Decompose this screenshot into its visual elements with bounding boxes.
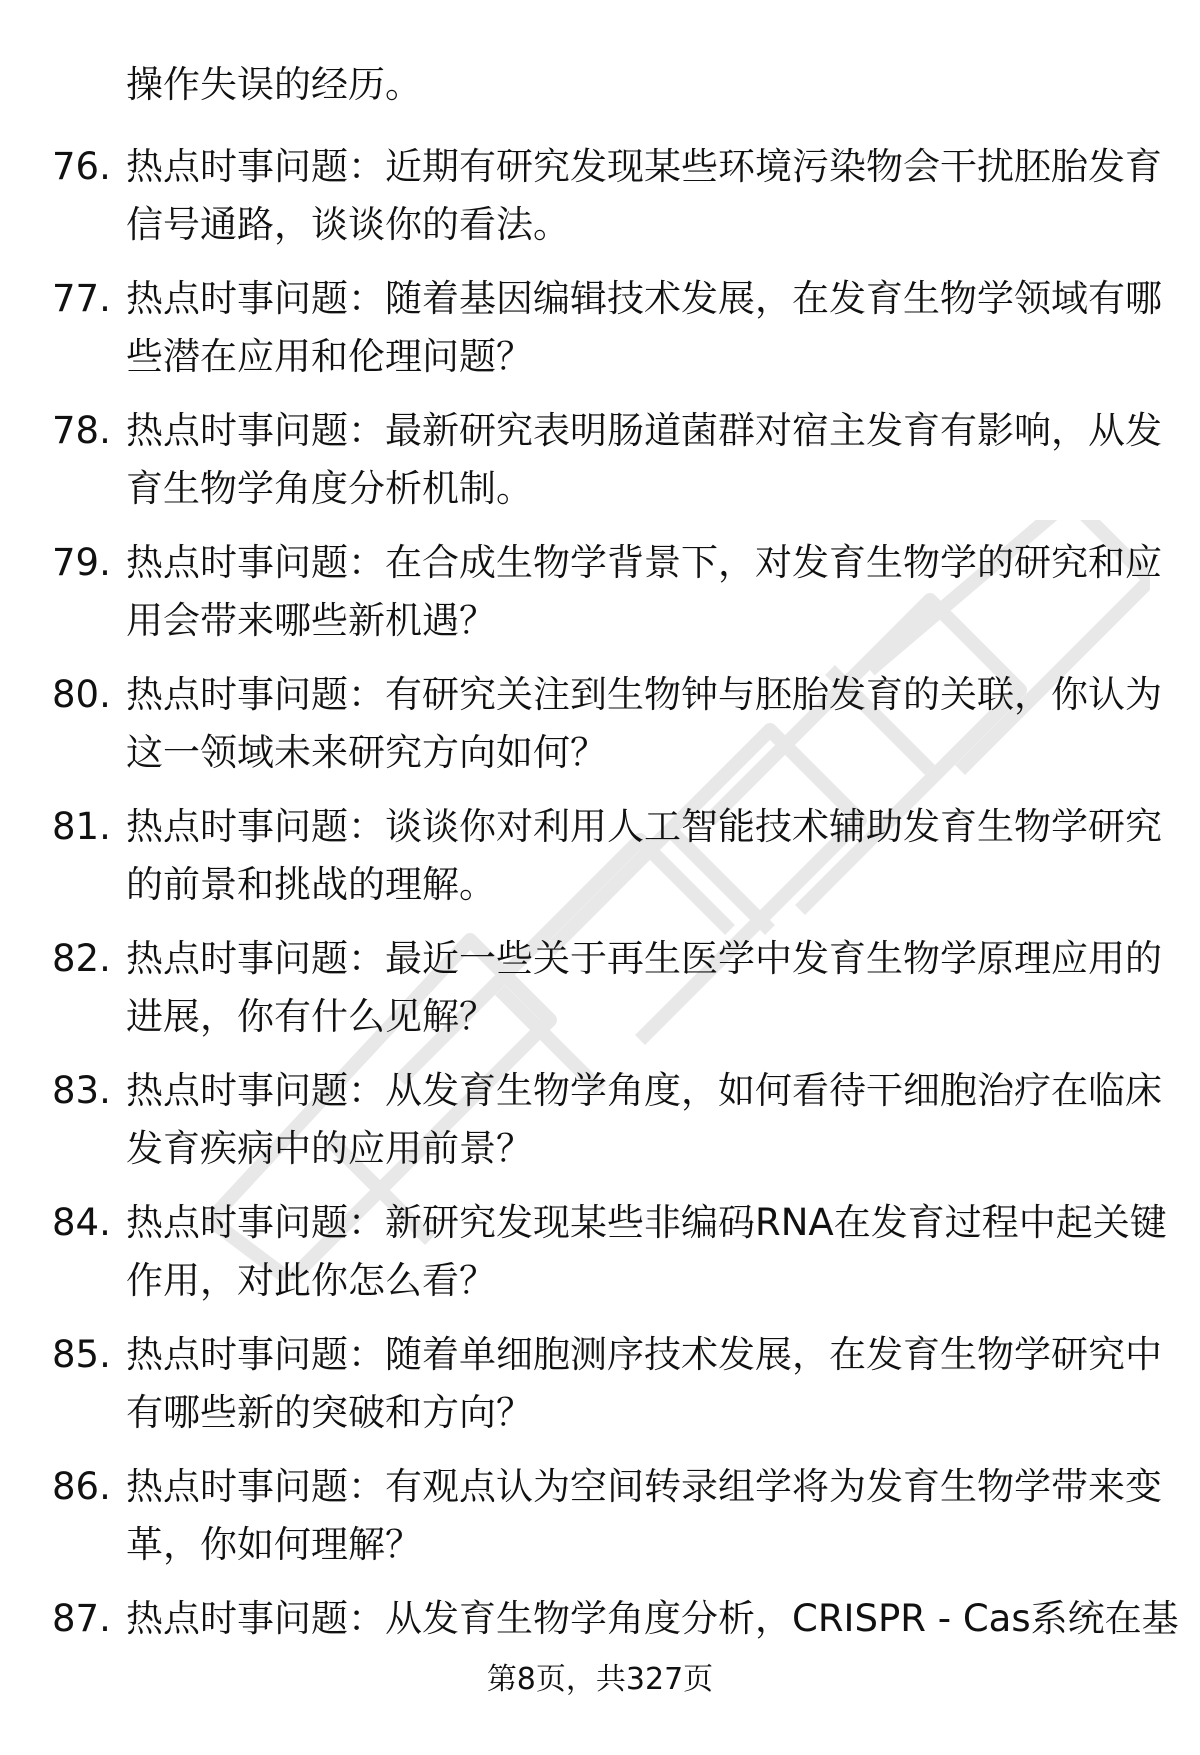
- question-number: 84.: [52, 1201, 111, 1244]
- question-text-line: 热点时事问题：有观点认为空间转录组学将为发育生物学带来变: [126, 1465, 1162, 1508]
- question-text-line: 热点时事问题：随着单细胞测序技术发展，在发育生物学研究中: [126, 1333, 1162, 1376]
- question-number: 82.: [52, 937, 111, 980]
- question-text-line: 热点时事问题：从发育生物学角度分析，CRISPR - Cas系统在基: [126, 1597, 1179, 1640]
- continuation-text: 操作失误的经历。: [126, 63, 422, 106]
- question-text-line: 发育疾病中的应用前景？: [126, 1127, 533, 1170]
- question-text-line: 信号通路，谈谈你的看法。: [126, 203, 570, 246]
- question-number: 86.: [52, 1465, 111, 1508]
- list-item: [0, 1590, 1200, 1660]
- page-footer: 第8页，共327页: [486, 1662, 714, 1697]
- list-item: [0, 402, 1200, 534]
- question-number: 83.: [52, 1069, 111, 1112]
- list-item: [0, 798, 1200, 930]
- question-text-line: 热点时事问题：新研究发现某些非编码RNA在发育过程中起关键: [126, 1201, 1167, 1244]
- question-text-line: 用会带来哪些新机遇？: [126, 599, 496, 642]
- question-number: 87.: [52, 1597, 111, 1640]
- list-item: [0, 270, 1200, 402]
- question-text-line: 进展，你有什么见解？: [126, 995, 496, 1038]
- question-text-line: 些潜在应用和伦理问题？: [126, 335, 533, 378]
- question-number: 77.: [52, 277, 111, 320]
- question-number: 85.: [52, 1333, 111, 1376]
- list-item: [0, 1326, 1200, 1458]
- question-text-line: 热点时事问题：最近一些关于再生医学中发育生物学原理应用的: [126, 937, 1162, 980]
- list-item: [0, 666, 1200, 798]
- list-item: [0, 534, 1200, 666]
- question-text-line: 热点时事问题：近期有研究发现某些环境污染物会干扰胚胎发育: [126, 145, 1162, 188]
- question-text-line: 作用，对此你怎么看？: [126, 1259, 496, 1302]
- question-text-line: 热点时事问题：在合成生物学背景下，对发育生物学的研究和应: [126, 541, 1162, 584]
- list-item: [0, 1062, 1200, 1194]
- question-text-line: 这一领域未来研究方向如何？: [126, 731, 607, 774]
- question-number: 81.: [52, 805, 111, 848]
- list-item: [0, 1194, 1200, 1326]
- question-text-line: 热点时事问题：从发育生物学角度，如何看待干细胞治疗在临床: [126, 1069, 1162, 1112]
- question-number: 79.: [52, 541, 111, 584]
- question-text-line: 有哪些新的突破和方向？: [126, 1391, 533, 1434]
- list-item: [0, 1458, 1200, 1590]
- question-text-line: 革，你如何理解？: [126, 1523, 422, 1566]
- question-text-line: 热点时事问题：随着基因编辑技术发展，在发育生物学领域有哪: [126, 277, 1162, 320]
- question-number: 80.: [52, 673, 111, 716]
- question-text-line: 育生物学角度分析机制。: [126, 467, 533, 510]
- question-text-line: 热点时事问题：最新研究表明肠道菌群对宿主发育有影响，从发: [126, 409, 1162, 452]
- question-number: 78.: [52, 409, 111, 452]
- question-number: 76.: [52, 145, 111, 188]
- question-text-line: 的前景和挑战的理解。: [126, 863, 496, 906]
- question-text-line: 热点时事问题：谈谈你对利用人工智能技术辅助发育生物学研究: [126, 805, 1162, 848]
- list-item: [0, 138, 1200, 270]
- list-item: [0, 930, 1200, 1062]
- question-text-line: 热点时事问题：有研究关注到生物钟与胚胎发育的关联，你认为: [126, 673, 1162, 716]
- question-list: [0, 138, 1200, 1660]
